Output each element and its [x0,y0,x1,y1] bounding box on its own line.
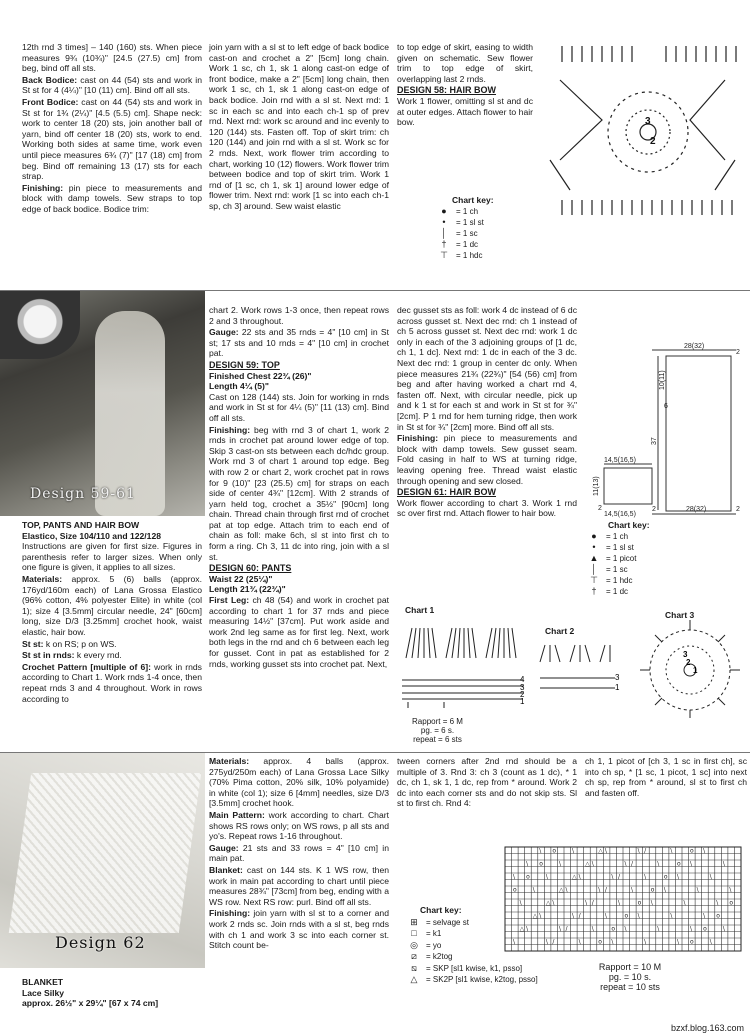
chart-stitch-mark: o [690,847,694,855]
finishing-label: Finishing: [397,433,439,444]
design60-title: DESIGN 60: PANTS [209,563,292,574]
svg-text:2: 2 [686,658,691,667]
chart-stitch-mark: \ [532,886,535,894]
col1-mid: TOP, PANTS AND HAIR BOW Elastico, Size 104/110 and 122/128 Instructions are given for first size. Figures in parenthesis refer to larger sizes. When only one figure is given, it applies to all sizes. Materials: approx. 5 (6) balls (approx. 176yd/160m each) of Lana Grossa Elastico (96% cotton, 4% polyester Elite) in white (col 1); size 4 [3.5mm] circular needle, 24" [60cm] long, size D/3 [3.25mm] crochet hook, waist elastic, hair bow. St st: k on RS; p on WS. St st in rnds: k every rnd. Crochet Pattern [multiple of 6]: work in rnds according to Chart 1. Work rnds 1-4 once, then repeat rnds 3 and 4 throughout. Work in rows according to [22,520,202,704]
top-outline [604,468,652,504]
design61-title: DESIGN 61: HAIR BOW [397,487,497,498]
chart-stitch-mark: \ [585,899,588,907]
picot-icon: ▲ [589,553,599,563]
slip-stitch-icon: • [592,542,596,552]
svg-text:4: 4 [520,675,525,684]
dim-side-height: 11(13) [593,476,600,496]
key-row: │ = 1 sc [438,228,494,239]
dim-bottom-right: 2 [736,506,740,513]
chart-stitch-mark: / [631,860,634,868]
col3-bottom: tween corners after 2nd rnd should be a multiple of 3. Rnd 3: ch 3 (count as 1 dc), * 1 dc, ch 1, sk 1, 1 dc, rep from * around. Work 2 dc into each corner sts and do not skip sts. Sl st to first ch. Rnd 4: [397,756,577,809]
materials-label: Materials: [22,573,63,584]
chart-stitch-mark: o [598,938,602,946]
key-row: ● = 1 ch [588,531,650,542]
chart-stitch-mark: o [552,847,557,855]
svg-text:1: 1 [520,697,525,706]
chart-stitch-mark: △ [545,899,551,907]
design-62-banner: Design 62 [55,933,146,952]
back-bodice-label: Back Bodice: [22,74,78,85]
col4-bottom: ch 1, 1 picot of [ch 3, 1 sc in first ch], sc into ch sp, * [1 sc, 1 picot, 1 sc] into next ch sp, rep from * around, sl st to first ch and fasten off. [585,756,747,798]
chart-stitch-mark: \ [519,899,522,907]
slip-stitch-icon: • [442,217,446,227]
gauge-label: Gauge: [209,842,239,853]
blanket-label: Blanket: [209,864,243,875]
finishing-text: pin piece to measurements and block with damp towels. Sew straps to top edge of back bodice. Bodice trim: [22,182,202,214]
chart-stitch-mark: △ [598,847,603,855]
double-crochet-icon: † [591,586,597,596]
chart-stitch-mark: o [539,860,543,868]
chart-key-title: Chart key: [452,195,494,205]
chart-stitch-mark: o [716,912,720,920]
chart-stitch-mark: △ [558,886,564,894]
dim-top-width: 28(32) [684,343,705,350]
flower-outer-ring [608,92,688,172]
chart-stitch-mark: \ [591,925,594,933]
chart1-rapport: Rapport = 6 M pg. = 6 s. repeat = 6 sts [412,717,463,744]
chart-stitch-mark: \ [644,873,647,881]
knit-icon: □ [411,928,417,938]
chart-stitch-mark: \ [624,860,627,868]
photo-design-59-61 [0,291,205,516]
waist: Waist 22 (25¼)" [209,573,273,584]
chart-stitch-mark: \ [650,899,653,907]
col3-top [397,42,533,129]
chart-stitch-mark: / [578,912,581,920]
chart-stitch-mark: o [663,873,668,881]
chart-stitch-mark: o [526,873,530,881]
back-bodice-text: cast on 44 (54) sts and work in St st for 4 (4¼)" [10 (11) cm]. Bind off all sts. [22,74,202,96]
chart-stitch-mark: \ [526,860,529,868]
chart-stitch-mark: \ [690,860,693,868]
chart-stitch-mark: \ [526,925,529,933]
stst-rnds-label: St st in rnds: [22,650,75,661]
chart-stitch-mark: △ [519,925,525,933]
chart-stitch-mark: / [604,886,607,894]
key-row: ⧅ = SKP [sl1 kwise, k1, psso] [408,963,538,975]
front-bodice-label: Front Bodice: [22,96,79,107]
col1-top [22,42,202,216]
chart-stitch-mark: o [676,860,681,868]
round-3-label: 3 [645,116,651,127]
col2-mid: chart 2. Work rows 1-3 once, then repeat rows 2 and 3 throughout. Gauge: 22 sts and 35 rnds = 4" [10 cm] in St st; 17 sts and 10 rnds = 4" [10 cm] in crochet pat. DESIGN 59: TOP Finished Chest 22¾ (26)" Length 4¼ (5)" Cast on 128 (144) sts. Join for working in rnds and work in St st for 4¼ (5)" [11 (13) cm]. Bind off all sts. Finishing: beg with rnd 3 of chart 1, work 2 rnds in crochet pat around lower edge of top. Skip 3 cast-on sts between each dc/hdc group. Work rnd 3 of chart 1 around top edge. Beg with row 2 or chart 2, work crochet pat in rows for 9 (10)" [23 (25.5) cm] for straps on each side of center 4¾" [12cm]. With 2 strands of yarn held tog, crochet a 35½" [90cm] long chain. Thread chain through first rnd of crochet pat at top edge. Attach trim to each end of chain as foll: make 6ch, sl st into first ch to form a ring. Ch 3, 11 dc into ring, join with a sl st. DESIGN 60: PANTS Waist 22 (25¼)" Length 21¾ (22¾)" First Leg: ch 48 (54) and work in crochet pat according to chart 1 for 37 rnds and piece measuring 14½" [37cm]. Put work aside and work 2nd leg same as for first leg. Next, work both legs in the rnd and ch 6 between each leg for gusset. Cont in pat as established for 2 rnds, working gusset sts into crochet pat. Next, [209,305,389,669]
dim-rib-top: 6 [664,403,668,410]
chart-stitch-mark: \ [558,925,561,933]
col3-mid: dec gusset sts as foll: work 4 dc instead of 6 dc across gusset st. Next dec rnd: ch 1 instead of ch 5 across gusset st. Next dec rnd: work 1 dc only in each of the 3 adjoining groups of [1 dc, ch 1, 1 dc]. Next rnd: 1 dc in each of the 3 dc. Next dec rnd: 1 group in center dc only. When piece measures 21¾ (22¾)" [54 (56) cm] from beg and after having worked a chart rnd 4, fasten off. Next, with circular needle, pick up and k 1 st for each st and work in St st for ¾" [2cm]. P 1 rnd for hem turning ridge, then work in St st for ¾" [2cm] more. Bind off all sts. Finishing: pin piece to measurements and block with damp towels. Sew gusset seam. Fold casing in half to WS at turning ridge, leaving opening free. Thread waist elastic through opening and sew closed. DESIGN 61: HAIR BOW Work flower according to chart 3. Work 1 rnd sc over first rnd. Attach flower to hair bow. [397,305,577,519]
selvage-icon: ⊞ [410,916,418,927]
dim-side-right: 14,5(16,5) [604,511,636,518]
front-bodice-text: cast on 44 (54) sts and work in St st for 1¾ (2¼)" [4.5 (5.5) cm]. Shape neck: work to center 18 (20) sts, join another ball of yarn, bind off center 18 (20) sts, work to end. Working both sides at same time, work even until piece measures 6¾ (7)" [17 (18) cm] from beg. Bind off remaining 13 (17) sts for each strap. [22,96,202,182]
svg-text:2: 2 [520,690,525,699]
chart-stitch-mark: \ [703,912,706,920]
chart-stitch-mark: \ [637,847,640,855]
chart1-diagram [398,618,528,713]
chart2-title: Chart 2 [545,626,575,636]
materials-label: Materials: [209,756,250,766]
chart-stitch-mark: \ [676,938,679,946]
chart-stitch-mark: \ [703,847,706,855]
skp-icon: ⧅ [411,962,417,973]
length: Length 4¼ (5)" [209,381,269,392]
finishing-label: Finishing: [209,908,251,919]
chart2-diagram [535,640,620,695]
finished-chest: Finished Chest 22¾ (26)" [209,370,312,381]
key-row: △ = SK2P [sl1 kwise, k2tog, psso] [408,974,538,986]
key-row: † = 1 dc [438,239,494,250]
dim-side-left: 14,5(16,5) [604,457,636,464]
svg-text:1: 1 [615,683,620,692]
chart-stitch-mark: \ [539,912,542,920]
flower-closeup [0,291,80,359]
chart-key-bottom [408,905,538,986]
chart-stitch-mark: \ [644,938,647,946]
lace-silky-subtitle: Lace Silky [22,987,65,998]
dim-side-small: 2 [598,505,602,512]
col1-bottom [22,977,202,1009]
chart-stitch-mark: \ [598,886,601,894]
chart-stitch-mark: △ [572,873,577,881]
chart-stitch-mark: \ [578,938,581,946]
chart-stitch-mark: o [624,912,629,920]
chart-stitch-mark: \ [552,899,555,907]
double-crochet-icon: † [441,239,447,249]
skirt-text: to top edge of skirt, easing to width given on schematic. Sew flower trim to top edge of skirt, overlapping last 2 rnds. [397,42,533,84]
gauge-label: Gauge: [209,327,239,338]
sk2p-icon: △ [410,974,418,984]
key-row: ◎ = yo [408,940,538,952]
svg-text:3: 3 [520,683,525,692]
chart-stitch-mark: \ [709,873,712,881]
materials-text: approx. 5 (6) balls (approx. 176yd/160m each) of Lana Grossa Elastico (96% cotton, 4% polyester Elite) in white (col 1); size 4 [3.5mm] circular needle, 24" [60cm] long, size D/3 [3.25mm] crochet hook, waist elastic, hair bow. [22,573,202,637]
key-row: • = 1 sl st [438,217,494,228]
key-row: ● = 1 ch [438,206,494,217]
chart-key-top [438,195,494,261]
chart-stitch-mark: \ [591,860,594,868]
intro-text: 12th rnd 3 times] – 140 (160) sts. When piece measures 9¾ (10¾)" [24.5 (27.5) cm] from beg, bind off all sts. [22,42,202,74]
chart-stitch-mark: \ [663,886,666,894]
chart-stitch-mark: \ [604,912,607,920]
chart-stitch-mark: / [644,847,647,855]
chart-stitch-mark: \ [657,860,660,868]
chart-key-title: Chart key: [420,905,462,915]
chart-stitch-mark: \ [513,873,516,881]
half-double-crochet-icon: ⊤ [590,575,598,585]
chart-stitch-mark: \ [683,899,686,907]
length60: Length 21¾ (22¾)" [209,584,286,595]
chart3-diagram [635,615,745,720]
single-crochet-icon: │ [441,228,447,238]
finishing-label: Finishing: [209,424,251,435]
photo-design-62 [0,753,205,968]
chart-stitch-mark: \ [696,886,699,894]
half-double-crochet-icon: ⊤ [440,250,448,260]
chart-stitch-mark: \ [545,938,548,946]
key-row: ▲ = 1 picot [589,553,637,563]
chain-icon: ● [591,531,597,541]
key-row: ⊤ = 1 hdc [438,250,494,261]
chart1-title: Chart 1 [405,605,435,615]
first-leg-label: First Leg: [209,595,250,606]
finishing-label: Finishing: [22,182,64,193]
sizes-intro: Instructions are given for first size. Figures in parenthesis refer to larger sizes. When only one figure is given, it applies to all sizes. [22,541,202,573]
chart-stitch-mark: \ [572,912,575,920]
k2tog-icon: ⧄ [411,951,417,961]
chart-stitch-mark: \ [539,847,542,855]
svg-text:3: 3 [683,650,688,659]
top-sc-row [562,46,736,62]
chart-stitch-mark: / [591,899,594,907]
lace-chart-rapport: Rapport = 10 M pg. = 10 s. repeat = 10 sts [598,962,662,992]
elastico-subtitle: Elastico, Size 104/110 and 122/128 [22,530,162,541]
yarn-over-icon: ◎ [410,939,418,950]
chart-stitch-mark: o [513,886,517,894]
chart-stitch-mark: \ [722,925,725,933]
key-row: † = 1 dc [588,586,650,597]
chart-stitch-mark: o [729,899,734,907]
chart-stitch-mark: \ [637,912,640,920]
flower-chart-top [540,40,745,220]
chart-stitch-mark: \ [565,886,568,894]
key-row: │ = 1 sc [588,564,650,575]
key-row: ⧄ = k2tog [408,951,538,963]
dim-rib-top-right: 2 [736,349,740,356]
key-row: □ = k1 [408,928,538,940]
left-chain [560,80,602,160]
chart-stitch-mark: \ [716,899,719,907]
pants-schematic [586,340,746,518]
pants-outline [666,356,731,511]
chart-stitch-mark: o [703,925,707,933]
chart-key-mid [588,520,650,597]
chart-stitch-mark: \ [624,925,627,933]
chart-stitch-mark: \ [545,873,548,881]
dim-top-height: 10(11) [659,370,666,390]
chart-stitch-mark: / [617,873,620,881]
chart-stitch-mark: \ [611,873,614,881]
chart-stitch-mark: \ [604,847,607,855]
chart-stitch-mark: o [637,899,642,907]
dim-bottom-width: 28(32) [686,506,707,513]
chart-stitch-mark: / [565,925,568,933]
chart-stitch-mark: o [690,938,694,946]
blanket-size: approx. 26½" x 29¼" [67 x 74 cm] [22,998,159,1009]
chart-stitch-mark: △ [585,860,590,868]
right-chain [690,80,725,160]
stst-label: St st: [22,638,44,649]
footer-url: bzxf.blog.163.com [670,1023,744,1033]
chart-stitch-mark: \ [709,938,712,946]
bodice-trim-text: join yarn with a sl st to left edge of back bodice cast-on and crochet a 2" [5cm] long chain. Work 1 sc, ch 1, sk 1 along cast-on edge of front bodice, make a 2" [5cm] long chain, then work 1 sc, ch 1, sk 1 along cast-on edge of back bodice. Join rnd with a sl st. Next rnd: 1 sc in each sc and into each ch-1 sp of prev rnd. Next rnd: work sc around and inc evenly to 120 (144) sts. Fasten off. Top of skirt trim: ch 120 (144) and join rnd with a sl st. Work sc for 2 rnds. Next, work flower trim according to chart, working 10 (12) flowers. Work flower trim between bodice and top of skirt trim. Work 1 rnd of [1 sc, ch 1, sk 1] around lower edge of flower trim. Next rnd: work [1 sc into each ch-1 sp, ch 3] around. Sew waist elastic [209,42,389,211]
chart-stitch-mark: \ [670,847,673,855]
dim-left-height: 37 [651,437,658,445]
design58-title: DESIGN 58: HAIR BOW [397,85,497,96]
top-pants-title: TOP, PANTS AND HAIR BOW [22,520,140,530]
chart-key-title: Chart key: [608,520,650,530]
chart-stitch-mark: o [611,925,616,933]
main-pattern-label: Main Pattern: [209,809,265,820]
svg-text:3: 3 [615,673,620,682]
single-crochet-icon: │ [591,564,597,574]
svg-text:1: 1 [693,666,698,675]
chart-stitch-mark: \ [729,886,732,894]
design59-title: DESIGN 59: TOP [209,359,280,370]
blanket-title: BLANKET [22,977,64,987]
chart-stitch-mark: \ [558,860,561,868]
chain-icon: ● [441,206,447,216]
key-row: • = 1 sl st [588,542,650,553]
chart-stitch-mark: \ [722,860,725,868]
chart-stitch-mark: △ [532,912,538,920]
crochet-pattern-label: Crochet Pattern [multiple of 6]: [22,661,152,672]
chart-stitch-mark: \ [690,925,693,933]
blanket-shape [9,773,201,933]
round-2-label: 2 [650,136,656,147]
chart-stitch-mark: \ [572,847,575,855]
design58-text: Work 1 flower, omitting sl st and dc at outer edges. Attach flower to hair bow. [397,95,533,128]
chart-stitch-mark: \ [578,873,581,881]
chart-stitch-mark: \ [676,873,679,881]
chart-stitch-mark: / [552,938,555,946]
col2-bottom: Materials: approx. 4 balls (approx. 275yd/250m each) of Lana Grossa Lace Silky (70% Pima cotton, 20% silk, 10% polyamide) in white (col 1); size 6 [4mm] needles, size D/3 [3.5mm] crochet hook. Main Pattern: work according to chart. Chart shows RS rows only; on WS rows, p all sts and yo's. Repeat rows 1-16 throughout. Gauge: 21 sts and 33 rows = 4" [10 cm] in main pat. Blanket: cast on 144 sts. K 1 WS row, then work in main pat according to chart until piece measures 28¾" [73cm] from beg, ending with a WS row. Next RS row: purl. Bind off all sts. Finishing: join yarn with sl st to a corner and work 2 rnds sc. Join rnds with a sl st, beg rnds with ch 1 and work 3 sc into each corner st. Stitch count be- [209,756,389,951]
chart-stitch-mark: \ [617,899,620,907]
key-row: ⊞ = selvage st [408,917,538,929]
bottom-sc-row [562,200,732,215]
chart-stitch-mark: o [650,886,655,894]
key-row: ⊤ = 1 hdc [588,575,650,586]
chart-stitch-mark: \ [513,938,516,946]
dim-bottom-left: 2 [652,506,656,513]
chart-stitch-mark: \ [657,925,660,933]
design-59-61-banner: Design 59-61 [30,486,136,502]
chart-stitch-mark: \ [670,912,673,920]
chart-stitch-mark: \ [611,938,614,946]
chart-stitch-mark: \ [631,886,634,894]
col2-top [209,42,389,213]
chart3-title: Chart 3 [665,610,695,620]
